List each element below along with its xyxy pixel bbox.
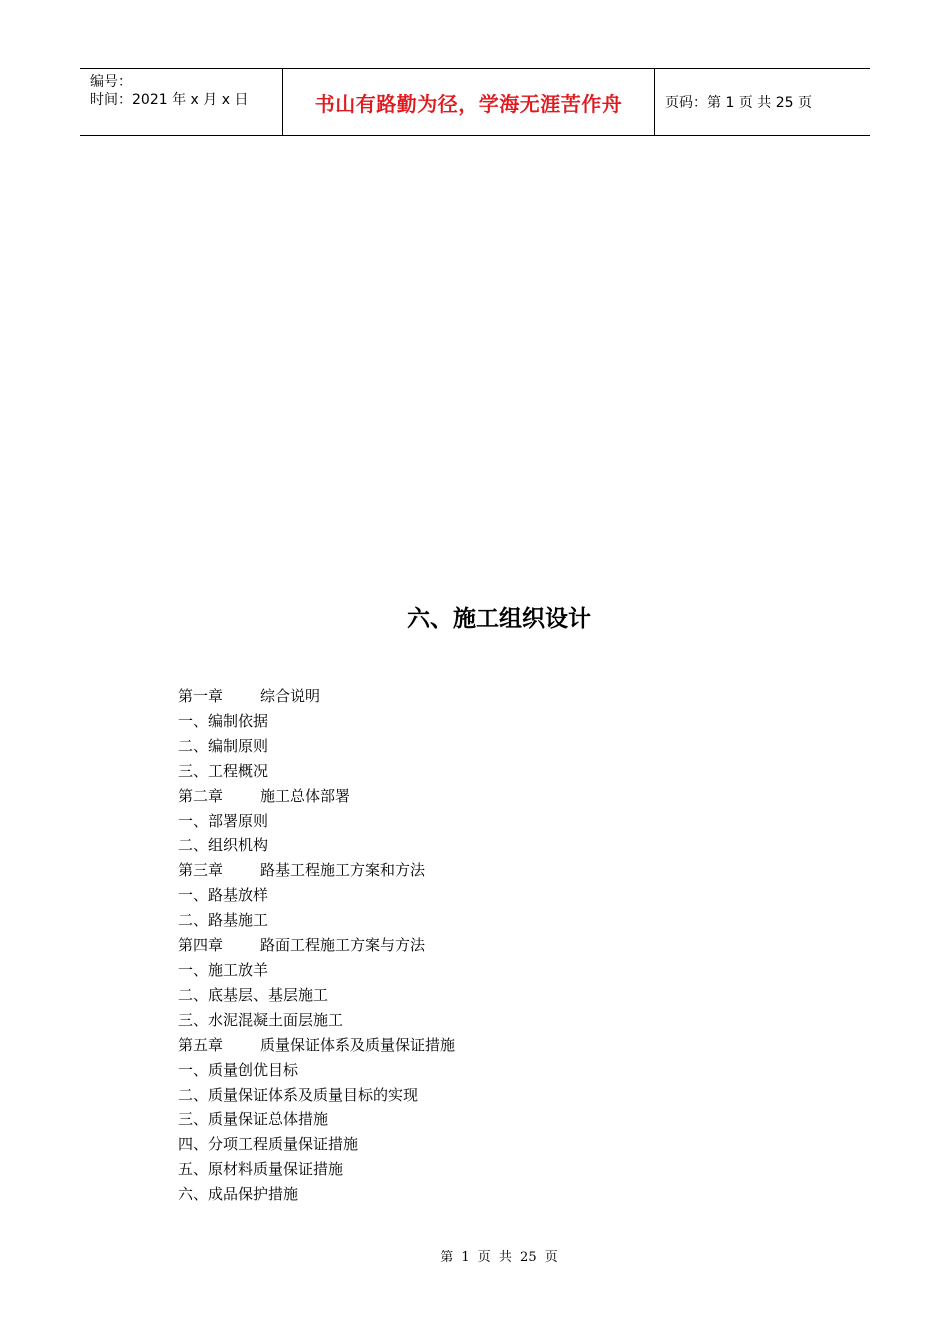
toc-entry-text: 路面工程施工方案与方法: [260, 936, 426, 955]
toc-item: [178, 1157, 455, 1182]
toc-entry-text: 路基工程施工方案和方法: [260, 861, 426, 880]
page-footer: 第 1 页 共 25 页: [440, 1250, 558, 1265]
toc-entry-text: 二、组织机构: [178, 836, 269, 855]
toc-entry-text: 二、编制原则: [178, 736, 269, 755]
toc-entry-text: 一、部署原则: [178, 811, 269, 830]
toc-entry-text: 六、成品保护措施: [178, 1185, 299, 1204]
toc-chapter-number: 第二章: [178, 786, 224, 805]
toc-entry-text: 五、原材料质量保证措施: [178, 1160, 344, 1179]
toc-entry-text: 一、质量创优目标: [178, 1060, 299, 1079]
toc-chapter-number: 第四章: [178, 936, 224, 955]
toc-item: [178, 1182, 455, 1207]
header-motto-cell: [282, 69, 655, 135]
toc-item: [178, 883, 455, 908]
toc-chapter-number: 第三章: [178, 861, 224, 880]
toc-chapter: [178, 1033, 455, 1058]
toc-entry-text: 一、路基放样: [178, 886, 269, 905]
toc-entry-text: 二、质量保证体系及质量目标的实现: [178, 1085, 419, 1104]
document-date: 时间：2021 年 x 月 x 日: [90, 92, 249, 108]
toc-item: [178, 734, 455, 759]
toc-chapter: [178, 933, 455, 958]
toc-entry-text: 三、水泥混凝土面层施工: [178, 1010, 344, 1029]
toc-entry-text: 二、路基施工: [178, 911, 269, 930]
toc-item: [178, 958, 455, 983]
toc-entry-text: 一、编制依据: [178, 711, 269, 730]
toc-chapter: [178, 684, 455, 709]
toc-chapter: [178, 784, 455, 809]
toc-item: [178, 1132, 455, 1157]
toc-entry-text: 三、工程概况: [178, 761, 269, 780]
toc-item: [178, 833, 455, 858]
header-left-cell: [80, 69, 282, 135]
toc-entry-text: 一、施工放羊: [178, 960, 269, 979]
toc-item: [178, 983, 455, 1008]
toc-entry-text: 质量保证体系及质量保证措施: [260, 1035, 456, 1054]
toc-item: [178, 908, 455, 933]
toc-item: [178, 809, 455, 834]
toc-item: [178, 1107, 455, 1132]
toc-item: [178, 759, 455, 784]
toc-entry-text: 四、分项工程质量保证措施: [178, 1135, 359, 1154]
toc-chapter-number: 第五章: [178, 1035, 224, 1054]
toc-chapter: [178, 858, 455, 883]
toc-entry-text: 综合说明: [260, 687, 321, 705]
toc-chapter-number: 第一章: [178, 687, 224, 705]
header-page-info: 页码：第 1 页 共 25 页: [665, 95, 812, 111]
toc-entry-text: 三、质量保证总体措施: [178, 1110, 329, 1129]
toc-item: [178, 709, 455, 734]
toc-item: [178, 1083, 455, 1108]
document-number-label: 编号：: [90, 74, 132, 90]
header-page-cell: [655, 69, 870, 135]
toc-entry-text: 二、底基层、基层施工: [178, 985, 329, 1004]
toc-entry-text: 施工总体部署: [260, 786, 351, 805]
document-header: [80, 68, 870, 136]
document-title: 六、施工组织设计: [407, 606, 591, 632]
header-motto: 书山有路勤为径，学海无涯苦作舟: [314, 91, 623, 116]
toc-item: [178, 1008, 455, 1033]
table-of-contents: [178, 684, 455, 1207]
toc-item: [178, 1058, 455, 1083]
